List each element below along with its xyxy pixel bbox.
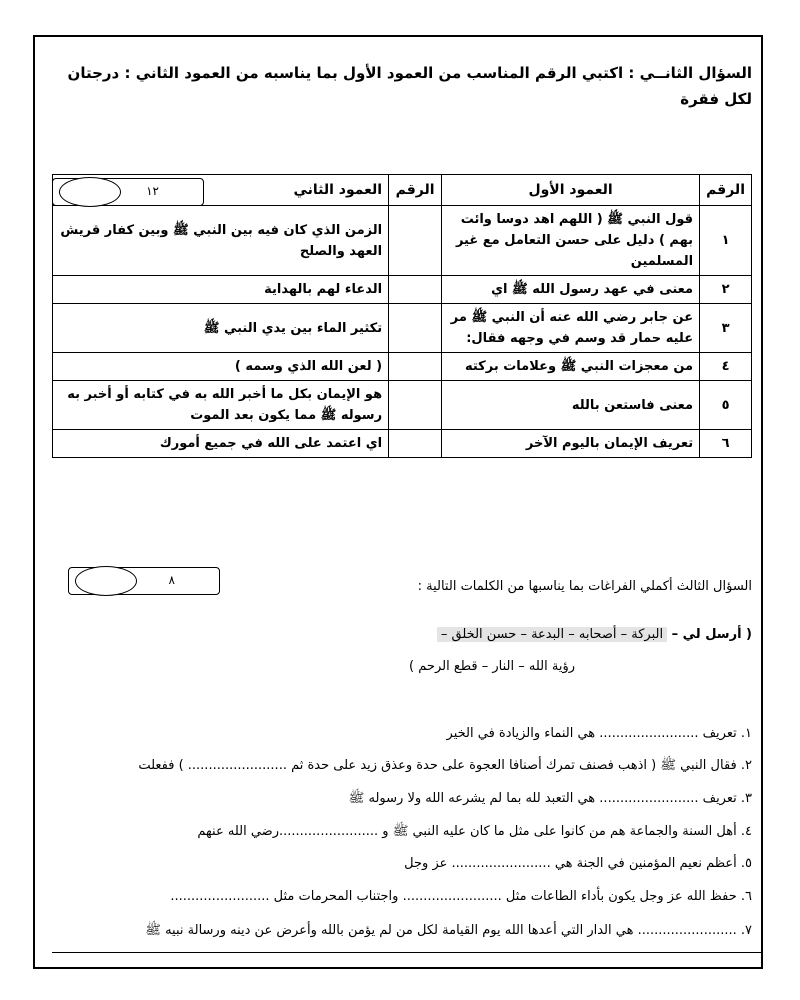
fill-blank-item: ٦. حفظ الله عز وجل يكون بأداء الطاعات مثل ........................ واجتناب المحرمات مثل ........................ (170, 889, 752, 904)
row-col1: من معجزات النبي ﷺ وعلامات بركته (442, 353, 700, 381)
row-col2: اي اعتمد على الله في جميع أمورك (53, 430, 389, 458)
table-row (53, 381, 752, 430)
row-num: ٥ (700, 381, 752, 430)
word-bank-line-1 (437, 627, 752, 642)
fill-blank-item: ٥. أعظم نعيم المؤمنين في الجنة هي ........................ عز وجل (404, 856, 752, 871)
row-col1: قول النبي ﷺ ( اللهم اهد دوسا وائت بهم ) دليل على حسن التعامل مع غير المسلمين (442, 206, 700, 276)
fill-blank-item: ١. تعريف ........................ هي النماء والزيادة في الخير (446, 726, 752, 741)
table-row (53, 206, 752, 276)
answer-cell[interactable] (389, 381, 442, 430)
row-col2: ( لعن الله الذي وسمه ) (53, 353, 389, 381)
answer-cell[interactable] (389, 304, 442, 353)
word-bank-line-2: رؤية الله – النار – قطع الرحم ) (409, 659, 575, 674)
row-num: ١ (700, 206, 752, 276)
answer-cell[interactable] (389, 430, 442, 458)
table-row (53, 304, 752, 353)
row-col2: الدعاء لهم بالهداية (53, 276, 389, 304)
question-2-score: ١٢ (146, 184, 159, 198)
row-num: ٢ (700, 276, 752, 304)
table-row (53, 430, 752, 458)
row-col1: عن جابر رضي الله عنه أن النبي ﷺ مر عليه حمار قد وسم في وجهه فقال: (442, 304, 700, 353)
bottom-rule (52, 952, 762, 953)
header-num2: الرقم (389, 175, 442, 206)
table-row (53, 353, 752, 381)
header-col2: العمود الثاني (53, 175, 389, 206)
question-3-title: السؤال الثالث أكملي الفراغات بما يناسبها من الكلمات التالية : (417, 579, 752, 594)
score-circle (59, 177, 121, 207)
fill-blank-item: ٣. تعريف ........................ هي التعبد لله بما لم يشرعه الله ولا رسوله ﷺ (348, 791, 752, 806)
row-col1: معنى في عهد رسول الله ﷺ اي (442, 276, 700, 304)
table-row (53, 276, 752, 304)
row-col1: معنى فاستعن بالله (442, 381, 700, 430)
answer-cell[interactable] (389, 353, 442, 381)
question-3-score: ٨ (168, 573, 175, 587)
word-bank-highlighted: البركة – أصحابه – البدعة – حسن الخلق – (437, 627, 667, 642)
fill-blank-item: ٢. فقال النبي ﷺ ( اذهب فصنف تمرك أصنافا العجوة على حدة وعذق زيد على حدة ثم ........................ ) ففعلت (138, 758, 752, 773)
row-num: ٣ (700, 304, 752, 353)
row-col2: هو الإيمان بكل ما أخبر الله به في كتابه أو أخبر به رسوله ﷺ مما يكون بعد الموت (53, 381, 389, 430)
fill-blank-item: ٤. أهل السنة والجماعة هم من كانوا على مثل ما كان عليه النبي ﷺ و ........................رضي الله عنهم (197, 824, 752, 839)
row-num: ٦ (700, 430, 752, 458)
question-2-score-box (52, 178, 204, 206)
header-num: الرقم (700, 175, 752, 206)
score-circle (75, 566, 137, 596)
answer-cell[interactable] (389, 276, 442, 304)
answer-cell[interactable] (389, 206, 442, 276)
header-col1: العمود الأول (442, 175, 700, 206)
fill-blank-item: ٧. ........................ هي الدار التي أعدها الله يوم القيامة لكل من لم يؤمن بالله وأعرض عن دينه ورسالة نبيه ﷺ (145, 923, 752, 938)
row-num: ٤ (700, 353, 752, 381)
row-col2: الزمن الذي كان فيه بين النبي ﷺ وبين كفار قريش العهد والصلح (53, 206, 389, 276)
matching-table (52, 174, 752, 458)
row-col1: تعريف الإيمان باليوم الآخر (442, 430, 700, 458)
word-bank-open: ( أرسل لي – (671, 627, 752, 642)
question-2-title: السؤال الثانــي : اكتبي الرقم المناسب من العمود الأول بما يناسبه من العمود الثاني : درجتان لكل فقرة (67, 64, 752, 108)
question-3-score-box (68, 567, 220, 595)
row-col2: تكثير الماء بين يدي النبي ﷺ (53, 304, 389, 353)
